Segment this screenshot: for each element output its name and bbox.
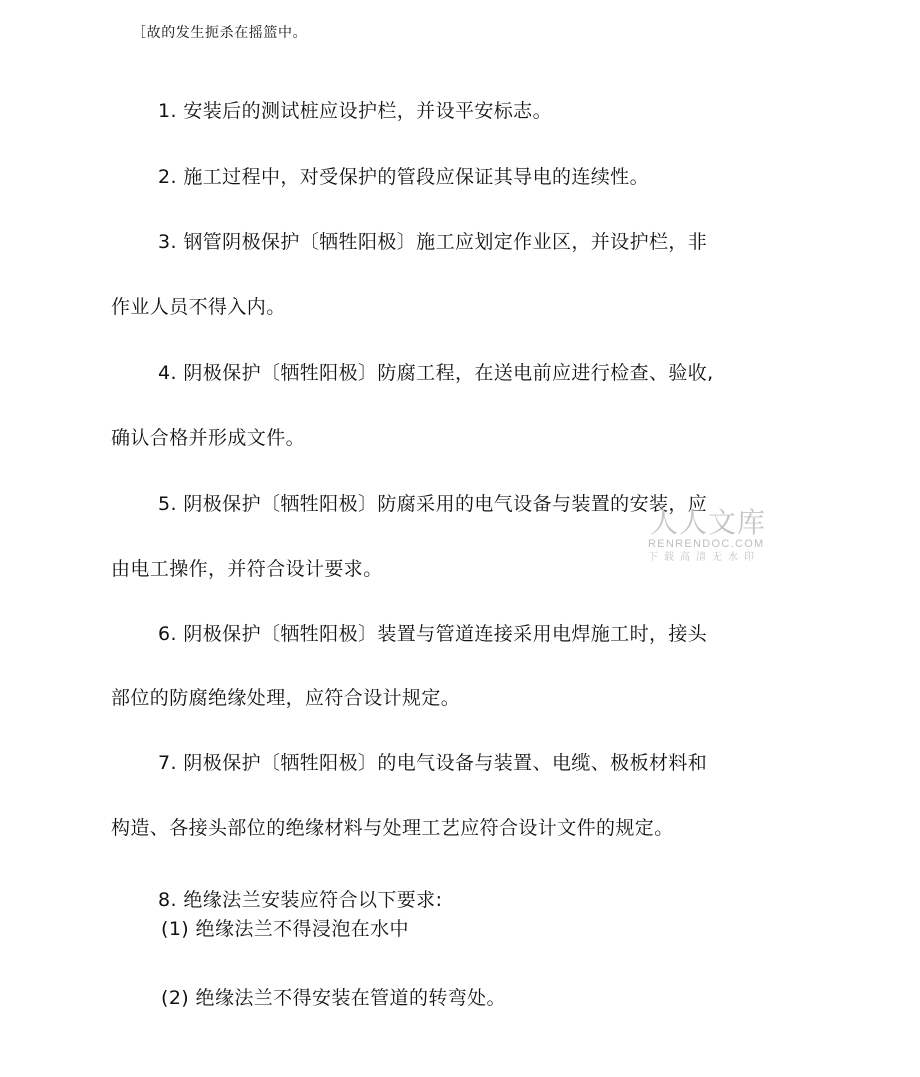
item-5-text: 5. 阴极保护〔牺牲阳极〕防腐采用的电气设备与装置的安装，应 bbox=[158, 493, 708, 515]
item-7-text: 7. 阴极保护〔牺牲阳极〕的电气设备与装置、电缆、极板材料和 bbox=[158, 752, 708, 774]
item-8-text: 8. 绝缘法兰安装应符合以下要求: bbox=[158, 889, 443, 911]
watermark-logo bbox=[648, 508, 772, 564]
sub-item-1-text: (1) 绝缘法兰不得浸泡在水中 bbox=[161, 918, 409, 940]
item-1-text: 1. 安装后的测试桩应设护栏，并设平安标志。 bbox=[158, 100, 552, 122]
watermark-title: 人人文库 bbox=[650, 506, 767, 539]
item-6-text: 6. 阴极保护〔牺牲阳极〕装置与管道连接采用电焊施工时，接头 bbox=[158, 623, 708, 645]
watermark-domain: RENRENDOC.COM bbox=[648, 538, 765, 550]
sub-item-2-text: (2) 绝缘法兰不得安装在管道的转弯处。 bbox=[161, 987, 506, 1009]
top-fragment-text: ［故的发生扼杀在摇篮中。 bbox=[132, 25, 308, 41]
item-5-continuation: 由电工操作，并符合设计要求。 bbox=[111, 558, 383, 580]
item-3-continuation: 作业人员不得入内。 bbox=[111, 296, 286, 318]
item-4-continuation: 确认合格并形成文件。 bbox=[111, 427, 306, 449]
item-3-text: 3. 钢管阴极保护〔牺牲阳极〕施工应划定作业区，并设护栏，非 bbox=[158, 231, 708, 253]
item-7-continuation: 构造、各接头部位的绝缘材料与处理工艺应符合设计文件的规定。 bbox=[111, 817, 674, 839]
watermark-tagline: 下载高清无水印 bbox=[648, 552, 760, 563]
item-4-text: 4. 阴极保护〔牺牲阳极〕防腐工程，在送电前应进行检查、验收, bbox=[158, 362, 714, 384]
item-6-continuation: 部位的防腐绝缘处理，应符合设计规定。 bbox=[111, 687, 461, 709]
item-2-text: 2. 施工过程中，对受保护的管段应保证其导电的连续性。 bbox=[158, 166, 649, 188]
